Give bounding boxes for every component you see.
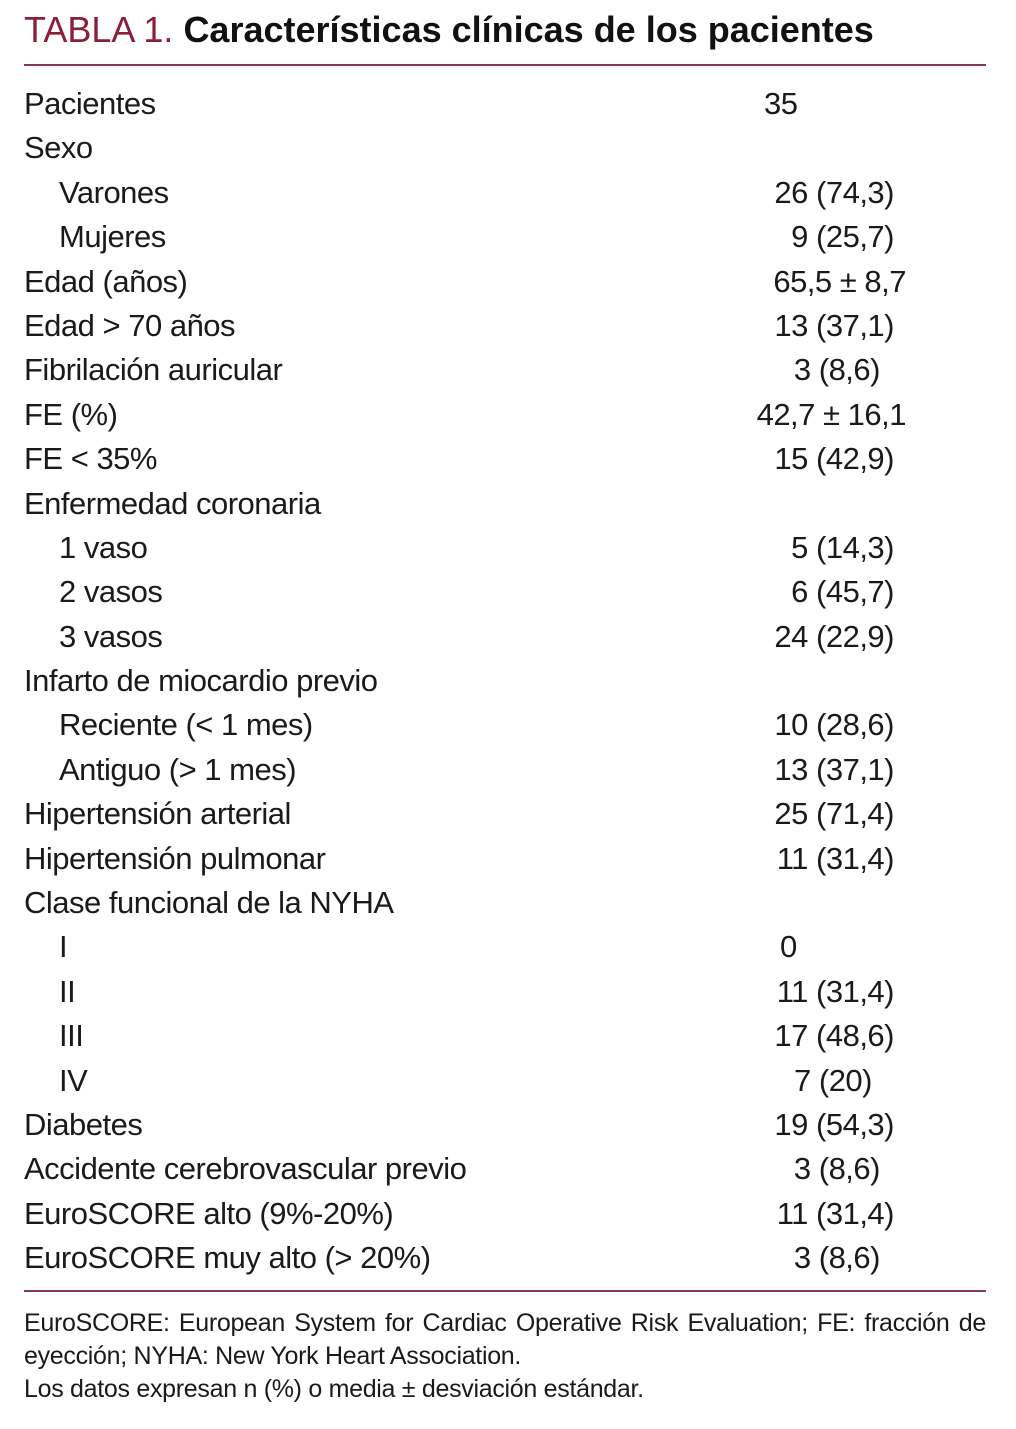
row-label: Hipertensión pulmonar <box>24 840 326 876</box>
row-value: 15 (42,9) <box>774 441 894 477</box>
row-label: FE < 35% <box>24 441 157 477</box>
row-label: Mujeres <box>59 219 166 255</box>
row-label: 2 vasos <box>59 574 163 610</box>
row-label: Diabetes <box>24 1106 143 1142</box>
row-label: Accidente cerebrovascular previo <box>24 1151 467 1187</box>
row-value: 5 (14,3) <box>791 529 894 565</box>
row-value: 6 (45,7) <box>791 574 894 610</box>
row-value: 11 (31,4) <box>776 840 894 876</box>
table-number: TABLA 1. <box>24 9 174 50</box>
row-value: 9 (25,7) <box>791 219 894 255</box>
table-row <box>24 570 986 614</box>
row-value: 11 (31,4) <box>776 1195 894 1231</box>
row-label: Enfermedad coronaria <box>24 485 321 521</box>
abbreviations-note: EuroSCORE: European System for Cardiac Operative Risk Evaluation; FE: fracción de eyección; NYHA: New York Heart Association. <box>24 1309 986 1370</box>
row-value: 11 (31,4) <box>776 973 894 1009</box>
table-row <box>24 925 986 969</box>
table-row <box>24 703 986 747</box>
table-row <box>24 1014 986 1058</box>
row-label: II <box>59 973 76 1009</box>
table-row <box>24 615 986 659</box>
row-label: Reciente (< 1 mes) <box>59 707 313 743</box>
table-row <box>24 659 986 703</box>
table-row <box>24 1192 986 1236</box>
row-value: 3 (8,6) <box>793 1240 880 1276</box>
row-label: Fibrilación auricular <box>24 352 283 388</box>
row-label: Edad (años) <box>24 263 188 299</box>
row-label: FE (%) <box>24 396 118 432</box>
row-value: 10 (28,6) <box>774 707 894 743</box>
row-label: I <box>59 929 68 965</box>
row-value: 19 (54,3) <box>774 1106 894 1142</box>
row-label: Edad > 70 años <box>24 307 236 343</box>
row-label: Clase funcional de la NYHA <box>24 885 394 921</box>
row-value: 0 <box>780 929 797 965</box>
data-format-note: Los datos expresan n (%) o media ± desviación estándar. <box>24 1375 644 1403</box>
table-row <box>24 82 986 126</box>
row-label: 3 vasos <box>59 618 163 654</box>
table-row <box>24 526 986 570</box>
row-value: 65,5 ± 8,7 <box>773 263 906 299</box>
table-footnote <box>24 1307 986 1406</box>
table-title <box>24 10 874 50</box>
row-label: EuroSCORE alto (9%-20%) <box>24 1195 394 1231</box>
row-label: IV <box>59 1062 88 1098</box>
table-row <box>24 437 986 481</box>
table-row <box>24 1103 986 1147</box>
table-row <box>24 126 986 170</box>
table-row <box>24 837 986 881</box>
row-label: EuroSCORE muy alto (> 20%) <box>24 1240 431 1276</box>
row-label: 1 vaso <box>59 529 148 565</box>
table-row <box>24 215 986 259</box>
row-label: Varones <box>59 174 169 210</box>
row-value: 3 (8,6) <box>793 352 880 388</box>
table-row <box>24 1059 986 1103</box>
table-row <box>24 1236 986 1280</box>
table-row <box>24 348 986 392</box>
table-row <box>24 1147 986 1191</box>
table-row <box>24 304 986 348</box>
bottom-rule <box>24 1290 986 1292</box>
row-value: 7 (20) <box>794 1062 872 1098</box>
row-value: 26 (74,3) <box>774 174 894 210</box>
table-row <box>24 881 986 925</box>
row-value: 35 <box>764 86 798 121</box>
top-rule <box>24 64 986 66</box>
row-label: Pacientes <box>24 86 156 121</box>
table-row <box>24 171 986 215</box>
row-label: Infarto de miocardio previo <box>24 663 378 699</box>
table-row <box>24 482 986 526</box>
row-value: 42,7 ± 16,1 <box>756 396 906 432</box>
row-value: 24 (22,9) <box>774 618 894 654</box>
row-value: 13 (37,1) <box>774 307 894 343</box>
characteristics-table <box>24 82 986 1281</box>
row-label: Antiguo (> 1 mes) <box>59 751 297 787</box>
row-label: Sexo <box>24 130 93 166</box>
table-row <box>24 792 986 836</box>
row-value: 13 (37,1) <box>774 751 894 787</box>
row-label: III <box>59 1018 84 1054</box>
row-label: Hipertensión arterial <box>24 796 291 832</box>
row-value: 17 (48,6) <box>774 1018 894 1054</box>
table-row <box>24 748 986 792</box>
table-row <box>24 393 986 437</box>
table-row <box>24 970 986 1014</box>
table-row <box>24 260 986 304</box>
row-value: 25 (71,4) <box>774 796 894 832</box>
row-value: 3 (8,6) <box>793 1151 880 1187</box>
table-caption: Características clínicas de los pacientes <box>183 9 874 50</box>
